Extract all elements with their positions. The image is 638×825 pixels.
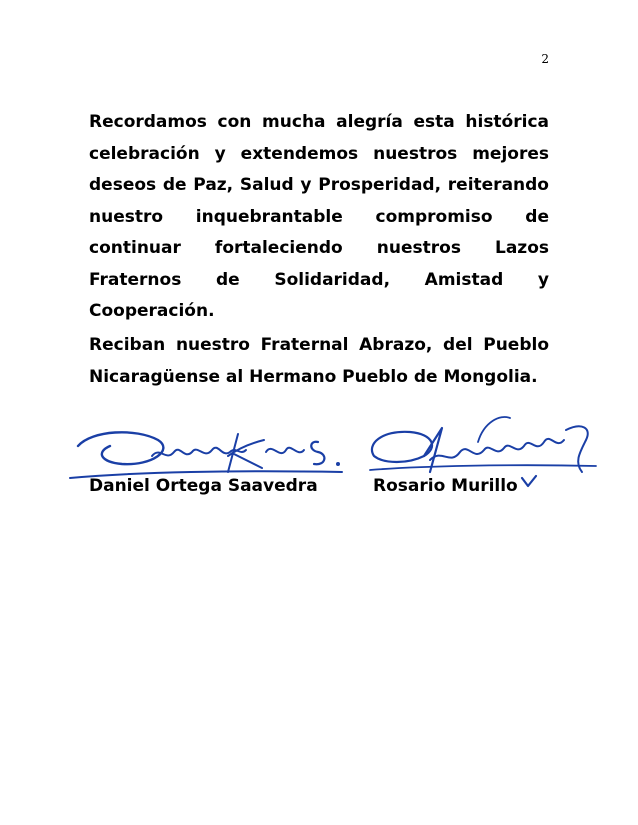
- signer-name-daniel-ortega: Daniel Ortega Saavedra: [89, 476, 318, 496]
- page-number: 2: [541, 52, 549, 66]
- body-paragraph-2: Reciban nuestro Fraternal Abrazo, del Pueblo Nicaragüense al Hermano Pueblo de Mongolia.: [89, 335, 549, 387]
- signature-daniel-ortega: [66, 412, 346, 482]
- body-paragraph-1: Recordamos con mucha alegría esta histórica celebración y extendemos nuestros mejores deseos de Paz, Salud y Prosperidad, reiterando nuestro inquebrantable compromiso de continuar fortaleciendo nuestros Lazos Fraternos de Solidaridad, Amistad y Cooperación.: [89, 112, 549, 321]
- signer-name-rosario-murillo: Rosario Murillo: [373, 476, 518, 496]
